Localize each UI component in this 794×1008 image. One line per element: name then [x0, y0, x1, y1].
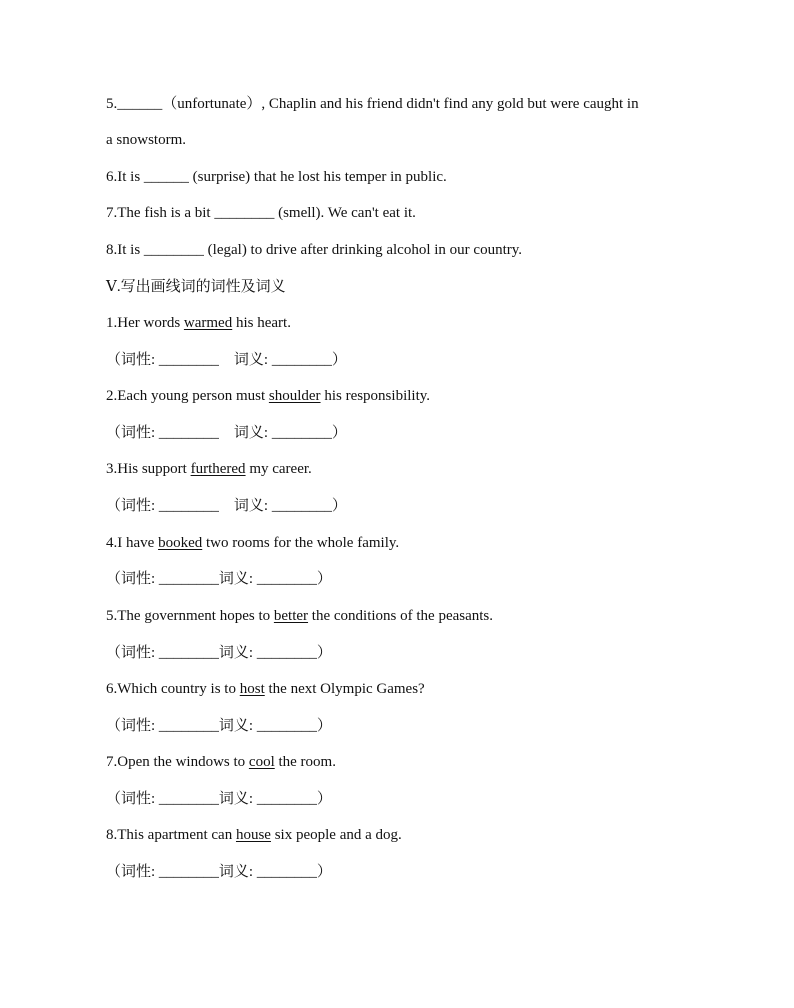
- item-2-underlined-word: shoulder: [268, 388, 321, 404]
- item-8-post: six people and a dog.: [270, 827, 402, 843]
- item-7-underlined-word: cool: [248, 754, 275, 770]
- item-3-underlined-word: furthered: [190, 461, 246, 477]
- item-8-answer: （词性: ________词义: ________）: [106, 864, 332, 880]
- question-6: 6.It is ______ (surprise) that he lost his temper in public.: [106, 169, 447, 185]
- item-4-underlined-word: booked: [158, 535, 203, 551]
- item-2-post: his responsibility.: [320, 388, 431, 404]
- item-2-pre: 2.Each young person must: [106, 388, 269, 404]
- item-3-post: my career.: [245, 461, 312, 477]
- item-6-post: the next Olympic Games?: [264, 681, 425, 697]
- item-6-pre: 6.Which country is to: [106, 681, 240, 697]
- item-4-answer: （词性: ________词义: ________）: [106, 571, 332, 587]
- item-5-underlined-word: better: [273, 608, 309, 624]
- item-5-sentence: [106, 606, 493, 626]
- item-6-sentence: [106, 679, 425, 699]
- item-7-answer: （词性: ________词义: ________）: [106, 791, 332, 807]
- item-3-answer: （词性: ________ 词义: ________）: [106, 498, 347, 514]
- item-4-post: two rooms for the whole family.: [202, 535, 400, 551]
- question-8: 8.It is ________ (legal) to drive after drinking alcohol in our country.: [106, 242, 523, 258]
- item-5-answer: （词性: ________词义: ________）: [106, 645, 332, 661]
- item-7-post: the room.: [274, 754, 336, 770]
- item-7-pre: 7.Open the windows to: [106, 754, 249, 770]
- item-2-sentence: [106, 386, 430, 406]
- item-1-underlined-word: warmed: [183, 315, 233, 331]
- item-5-pre: 5.The government hopes to: [106, 608, 274, 624]
- item-8-sentence: [106, 825, 402, 845]
- item-1-post: his heart.: [232, 315, 291, 331]
- item-1-pre: 1.Her words: [106, 315, 184, 331]
- question-5-line-2: a snowstorm.: [106, 132, 186, 148]
- item-4-pre: 4.I have: [106, 535, 159, 551]
- item-2-answer: （词性: ________ 词义: ________）: [106, 425, 347, 441]
- section-5-heading: Ⅴ.写出画线词的词性及词义: [106, 279, 286, 295]
- question-7: 7.The fish is a bit ________ (smell). We can't eat it.: [106, 205, 416, 221]
- item-1-answer: （词性: ________ 词义: ________）: [106, 352, 347, 368]
- item-5-post: the conditions of the peasants.: [308, 608, 494, 624]
- item-6-answer: （词性: ________词义: ________）: [106, 718, 332, 734]
- item-7-sentence: [106, 752, 336, 772]
- item-8-pre: 8.This apartment can: [106, 827, 236, 843]
- item-3-pre: 3.His support: [106, 461, 191, 477]
- item-8-underlined-word: house: [235, 827, 271, 843]
- item-6-underlined-word: host: [239, 681, 265, 697]
- item-3-sentence: [106, 459, 312, 479]
- question-5-line-1: 5.______（unfortunate）, Chaplin and his friend didn't find any gold but were caught in: [106, 96, 639, 112]
- item-4-sentence: [106, 533, 399, 553]
- item-1-sentence: [106, 313, 291, 333]
